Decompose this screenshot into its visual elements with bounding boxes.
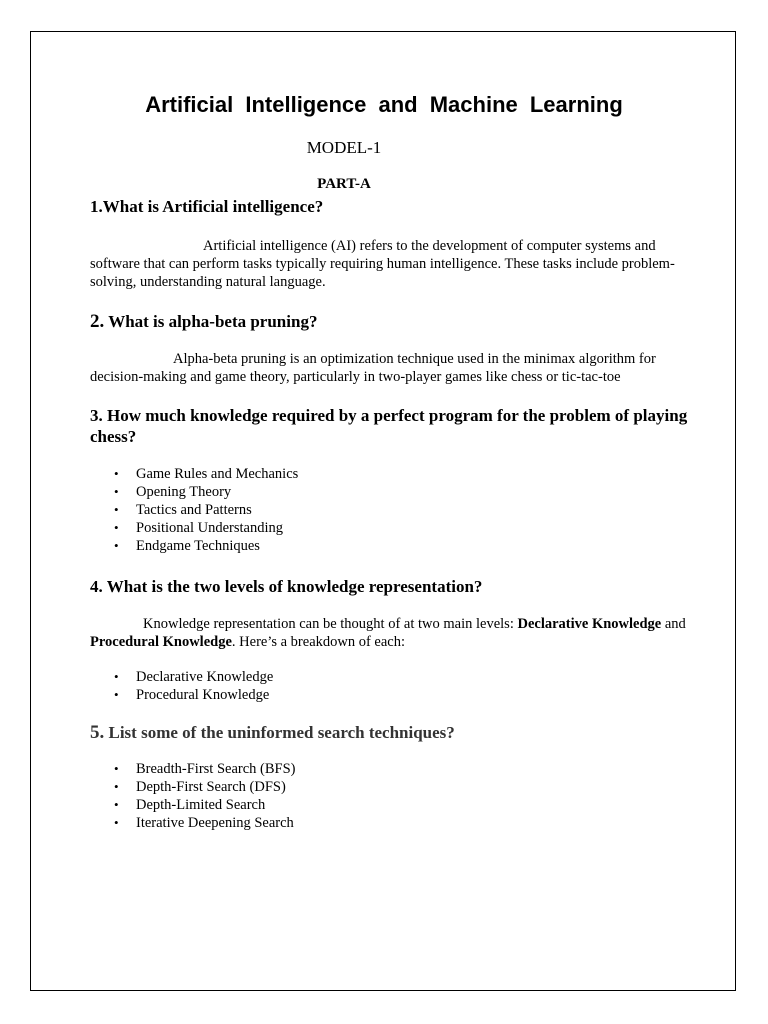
- question-5-text: List some of the uninformed search techniques?: [104, 723, 455, 742]
- declarative-knowledge-term: Declarative Knowledge: [517, 616, 662, 632]
- bullet-icon: •: [114, 466, 119, 481]
- bullet-icon: •: [114, 687, 119, 702]
- list-item: • Depth-First Search (DFS): [114, 779, 286, 795]
- bullet-icon: •: [114, 520, 119, 535]
- question-5-number: 5.: [90, 722, 105, 743]
- question-4-answer: Knowledge representation can be thought of at two main levels: Declarative Knowledge and Procedural Knowledge. Here’s a breakdown of each:: [90, 616, 686, 650]
- question-5-list: [90, 760, 690, 832]
- question-2-answer: Alpha-beta pruning is an optimization technique used in the minimax algorithm for decision-making and game theory, particularly in two-player games like chess or tic-tac-toe: [90, 351, 656, 385]
- list-item: • Depth-Limited Search: [114, 797, 266, 813]
- list-item: • Game Rules and Mechanics: [114, 466, 299, 482]
- document-title: Artificial Intelligence and Machine Learning: [145, 92, 623, 117]
- list-item: • Opening Theory: [114, 484, 232, 500]
- bullet-icon: •: [114, 815, 119, 830]
- bullet-icon: •: [114, 669, 119, 684]
- bullet-icon: •: [114, 761, 119, 776]
- question-1-answer: Artificial intelligence (AI) refers to the development of computer systems and software that can perform tasks typically requiring human intelligence. These tasks include problem-solving, understanding natural language.: [90, 238, 675, 290]
- list-item: • Procedural Knowledge: [114, 687, 270, 703]
- question-5-heading: [90, 722, 690, 743]
- document-body: [90, 196, 690, 832]
- bullet-icon: •: [114, 502, 119, 517]
- list-item: • Breadth-First Search (BFS): [114, 761, 296, 777]
- bullet-icon: •: [114, 484, 119, 499]
- question-2-number: 2.: [90, 311, 105, 332]
- part-label: PART-A: [317, 176, 371, 192]
- question-2-text: What is alpha-beta pruning?: [104, 312, 318, 331]
- bullet-icon: •: [114, 779, 119, 794]
- question-4-list: [90, 668, 690, 704]
- list-item: • Iterative Deepening Search: [114, 815, 294, 831]
- question-1-heading: 1.What is Artificial intelligence?: [90, 197, 324, 216]
- bullet-icon: •: [114, 538, 119, 553]
- list-item: • Declarative Knowledge: [114, 669, 274, 685]
- model-label: MODEL-1: [306, 138, 382, 157]
- list-item: • Endgame Techniques: [114, 538, 260, 554]
- question-3-heading: 3. How much knowledge required by a perfect program for the problem of playing chess?: [90, 406, 688, 446]
- list-item: • Tactics and Patterns: [114, 502, 252, 518]
- procedural-knowledge-term: Procedural Knowledge: [90, 634, 232, 650]
- question-4-heading: 4. What is the two levels of knowledge representation?: [90, 577, 483, 596]
- question-2-heading: [90, 311, 690, 332]
- question-3-list: [90, 465, 690, 555]
- bullet-icon: •: [114, 797, 119, 812]
- list-item: • Positional Understanding: [114, 520, 284, 536]
